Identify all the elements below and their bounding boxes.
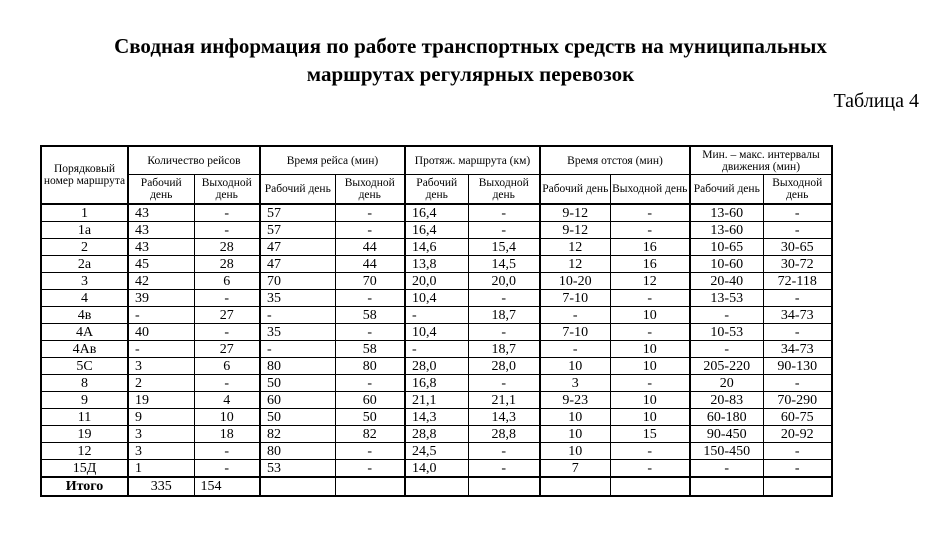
table-row [41,307,832,324]
table-cell: 80 [260,358,335,375]
header-length: Протяж. маршрута (км) [405,146,540,175]
table-cell: - [194,290,260,307]
table-cell: 14,0 [405,460,468,478]
table-cell: - [540,307,610,324]
header-layover: Время отстоя (мин) [540,146,690,175]
routes-table [40,145,833,497]
total-row [41,477,832,496]
table-cell: 50 [335,409,405,426]
table-cell: 35 [260,324,335,341]
table-cell: 28 [194,239,260,256]
table-cell: 10,4 [405,324,468,341]
header-weekend: Выходной день [194,175,260,205]
table-cell: 70 [260,273,335,290]
table-cell: 42 [128,273,194,290]
table-cell: - [468,324,540,341]
header-workday: Рабочий день [540,175,610,205]
header-interval: Мин. – макс. интервалы движения (мин) [690,146,832,175]
table-cell: 20,0 [405,273,468,290]
table-cell: 30-65 [763,239,832,256]
table-cell: 43 [128,239,194,256]
header-workday: Рабочий день [405,175,468,205]
route-number-cell: 11 [41,409,128,426]
table-cell: 24,5 [405,443,468,460]
table-cell: 16,8 [405,375,468,392]
table-cell: 18 [194,426,260,443]
table-cell: 14,3 [468,409,540,426]
table-cell: - [194,222,260,239]
table-cell: 27 [194,307,260,324]
table-cell: - [194,460,260,478]
title-line-2: маршрутах регулярных перевозок [306,62,635,86]
table-cell: 16 [610,256,690,273]
table-cell: - [194,324,260,341]
empty-cell [540,477,610,496]
header-weekend: Выходной день [610,175,690,205]
table-cell: - [690,307,763,324]
table-cell: 35 [260,290,335,307]
table-cell: 12 [540,256,610,273]
table-cell: - [763,375,832,392]
table-cell: 7-10 [540,290,610,307]
table-cell: 47 [260,256,335,273]
table-cell: 1 [128,460,194,478]
table-cell: - [335,222,405,239]
table-row [41,358,832,375]
table-cell: 10 [540,426,610,443]
table-cell: - [260,307,335,324]
table-cell: 10-60 [690,256,763,273]
table-cell: 12 [540,239,610,256]
table-cell: - [468,460,540,478]
empty-cell [690,477,763,496]
table-body [41,204,832,496]
empty-cell [763,477,832,496]
table-cell: 10 [610,358,690,375]
table-cell: 150-450 [690,443,763,460]
table-row [41,256,832,273]
table-cell: 4 [194,392,260,409]
subheader-row [41,175,832,205]
table-row [41,341,832,358]
table-row [41,222,832,239]
route-number-cell: 1а [41,222,128,239]
table-cell: - [468,204,540,222]
table-cell: - [690,460,763,478]
header-workday: Рабочий день [260,175,335,205]
header-workday: Рабочий день [128,175,194,205]
table-cell: 9-23 [540,392,610,409]
table-cell: - [335,375,405,392]
table-cell: 14,5 [468,256,540,273]
route-number-cell: 12 [41,443,128,460]
table-cell: 7-10 [540,324,610,341]
route-number-cell: 3 [41,273,128,290]
table-cell: - [335,204,405,222]
table-cell: 7 [540,460,610,478]
table-cell: 28 [194,256,260,273]
table-cell: 10 [610,392,690,409]
table-cell: 2 [128,375,194,392]
table-cell: 10-53 [690,324,763,341]
table-cell: - [763,324,832,341]
table-cell: - [335,324,405,341]
title-line-1: Сводная информация по работе транспортных средств на муниципальных [114,34,827,58]
route-number-cell: 15Д [41,460,128,478]
empty-cell [468,477,540,496]
table-cell: 80 [260,443,335,460]
table-cell: 44 [335,239,405,256]
table-cell: 50 [260,375,335,392]
table-cell: 10-20 [540,273,610,290]
table-cell: 60-180 [690,409,763,426]
table-cell: 58 [335,307,405,324]
table-cell: 82 [260,426,335,443]
table-cell: - [468,290,540,307]
table-cell: - [610,324,690,341]
table-cell: 12 [610,273,690,290]
table-cell: 3 [128,443,194,460]
table-cell: - [540,341,610,358]
table-cell: 10 [610,341,690,358]
table-cell: 21,1 [468,392,540,409]
table-cell: 20-83 [690,392,763,409]
table-row [41,324,832,341]
route-number-cell: 4Ав [41,341,128,358]
table-label: Таблица 4 [833,90,919,112]
table-cell: 43 [128,222,194,239]
table-cell: - [763,204,832,222]
route-number-cell: 2а [41,256,128,273]
table-row [41,239,832,256]
route-number-cell: 5С [41,358,128,375]
table-cell: 9 [128,409,194,426]
table-row [41,392,832,409]
table-cell: 205-220 [690,358,763,375]
table-cell: 3 [540,375,610,392]
table-cell: 40 [128,324,194,341]
empty-cell [405,477,468,496]
table-cell: 14,6 [405,239,468,256]
table-cell: - [335,290,405,307]
table-cell: - [194,375,260,392]
table-cell: 21,1 [405,392,468,409]
table-row [41,375,832,392]
empty-cell [260,477,335,496]
table-cell: 57 [260,222,335,239]
table-cell: 10,4 [405,290,468,307]
table-cell: - [405,341,468,358]
table-cell: 13-60 [690,204,763,222]
table-cell: 58 [335,341,405,358]
table-cell: 70-290 [763,392,832,409]
table-cell: - [468,443,540,460]
table-cell: - [610,375,690,392]
table-cell: 10 [610,409,690,426]
table-cell: 60 [260,392,335,409]
header-weekend: Выходной день [468,175,540,205]
table-cell: 18,7 [468,307,540,324]
table-cell: 6 [194,358,260,375]
table-cell: - [610,222,690,239]
table-cell: 10 [610,307,690,324]
table-cell: 28,8 [468,426,540,443]
table-cell: - [260,341,335,358]
table-cell: - [335,460,405,478]
route-number-cell: 4 [41,290,128,307]
table-cell: 34-73 [763,307,832,324]
table-cell: - [468,222,540,239]
route-number-cell: 8 [41,375,128,392]
table-cell: 9-12 [540,204,610,222]
table-row [41,409,832,426]
table-cell: 72-118 [763,273,832,290]
table-cell: 90-130 [763,358,832,375]
table-cell: - [405,307,468,324]
table-cell: - [335,443,405,460]
header-route: Порядковый номер маршрута [41,146,128,204]
total-label: Итого [41,477,128,496]
table-cell: 16,4 [405,204,468,222]
header-weekend: Выходной день [763,175,832,205]
table-cell: 10 [540,409,610,426]
table-cell: 80 [335,358,405,375]
route-number-cell: 9 [41,392,128,409]
table-cell: - [690,341,763,358]
table-cell: 20-92 [763,426,832,443]
table-cell: - [128,307,194,324]
table-cell: - [763,222,832,239]
table-cell: 16,4 [405,222,468,239]
table-cell: - [763,460,832,478]
header-trips: Количество рейсов [128,146,260,175]
table-cell: 3 [128,426,194,443]
table-cell: - [610,443,690,460]
total-trips-workday: 335 [128,477,194,496]
table-cell: 15 [610,426,690,443]
table-cell: - [194,443,260,460]
table-cell: - [610,204,690,222]
header-weekend: Выходной день [335,175,405,205]
table-row [41,290,832,307]
table-cell: - [128,341,194,358]
route-number-cell: 2 [41,239,128,256]
route-number-cell: 4в [41,307,128,324]
empty-cell [610,477,690,496]
table-cell: 28,0 [405,358,468,375]
header-workday: Рабочий день [690,175,763,205]
route-number-cell: 4А [41,324,128,341]
empty-cell [335,477,405,496]
total-trips-weekend: 154 [194,477,260,496]
table-cell: 44 [335,256,405,273]
table-row [41,273,832,290]
route-number-cell: 19 [41,426,128,443]
table-cell: 60-75 [763,409,832,426]
table-cell: 60 [335,392,405,409]
table-cell: 16 [610,239,690,256]
table-cell: 10 [540,443,610,460]
table-cell: 28,0 [468,358,540,375]
table-cell: 57 [260,204,335,222]
table-cell: 82 [335,426,405,443]
table-cell: 70 [335,273,405,290]
table-row [41,443,832,460]
table-cell: 53 [260,460,335,478]
page-title [0,32,941,88]
route-number-cell: 1 [41,204,128,222]
table-cell: 15,4 [468,239,540,256]
table-cell: - [610,290,690,307]
table-cell: 43 [128,204,194,222]
table-cell: 6 [194,273,260,290]
table-cell: 3 [128,358,194,375]
table-cell: 30-72 [763,256,832,273]
table-cell: 47 [260,239,335,256]
table-cell: 20-40 [690,273,763,290]
table-cell: - [763,443,832,460]
table-row [41,204,832,222]
table-cell: 10 [194,409,260,426]
table-cell: 10-65 [690,239,763,256]
table-cell: 10 [540,358,610,375]
table-cell: 13,8 [405,256,468,273]
table-cell: 28,8 [405,426,468,443]
table-cell: 9-12 [540,222,610,239]
table-cell: 39 [128,290,194,307]
table-cell: 27 [194,341,260,358]
table-cell: 13-60 [690,222,763,239]
table-cell: 18,7 [468,341,540,358]
table-cell: 13-53 [690,290,763,307]
table-row [41,426,832,443]
table-cell: 45 [128,256,194,273]
header-trip-time: Время рейса (мин) [260,146,405,175]
table-row [41,460,832,478]
table-cell: 90-450 [690,426,763,443]
table-cell: - [610,460,690,478]
table-cell: 34-73 [763,341,832,358]
table-cell: 50 [260,409,335,426]
table-cell: - [763,290,832,307]
table-cell: 20 [690,375,763,392]
table-cell: - [468,375,540,392]
table-cell: 20,0 [468,273,540,290]
table-cell: - [194,204,260,222]
table-cell: 19 [128,392,194,409]
table-cell: 14,3 [405,409,468,426]
